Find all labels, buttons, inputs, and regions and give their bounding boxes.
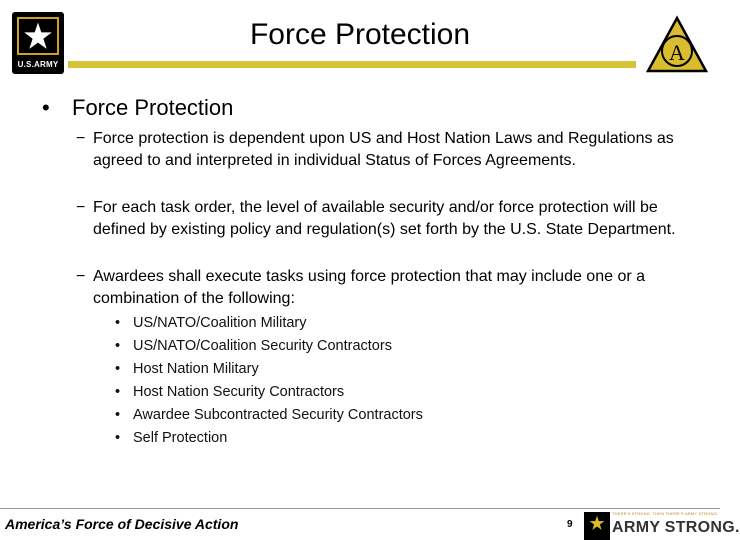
main-bullet: • Force Protection	[42, 95, 234, 120]
list-item: • Host Nation Security Contractors	[115, 384, 345, 400]
army-star-mini-icon	[584, 512, 610, 540]
army-strong-text: ARMY STRONG.	[612, 519, 740, 536]
army-strong-tagline: THERE'S STRONG. THEN THERE'S ARMY STRONG.	[612, 511, 719, 516]
asa-insignia-icon	[646, 16, 708, 74]
list-item: • Awardee Subcontracted Security Contractors	[115, 407, 423, 423]
army-strong-logo	[612, 511, 740, 540]
page-number: 9	[567, 519, 573, 530]
us-army-logo	[12, 12, 64, 74]
list-item: • US/NATO/Coalition Security Contractors	[115, 338, 392, 354]
army-logo-text: U.S.ARMY	[17, 60, 59, 69]
footer-motto: America’s Force of Decisive Action	[5, 516, 239, 532]
sub-item-text: Awardees shall execute tasks using force protection that may include one or a combination of the following:	[93, 268, 646, 307]
sub-item-text: For each task order, the level of available security and/or force protection will be defined by existing policy and regulation(s) set forth by the U.S. State Department.	[93, 199, 676, 238]
army-star-icon	[17, 17, 59, 55]
asa-logo-letter: A	[669, 40, 685, 65]
page-title: Force Protection	[249, 18, 471, 51]
sub-item: − For each task order, the level of available security and/or force protection will be defined by existing policy and regulation(s) set forth by the U.S. State Department.	[76, 197, 686, 241]
footer-divider	[0, 508, 720, 509]
sub-item: − Awardees shall execute tasks using force protection that may include one or a combination of the following:	[76, 266, 686, 310]
protection-options-list	[115, 312, 423, 450]
list-item: • Self Protection	[115, 430, 228, 446]
list-item: • Host Nation Military	[115, 361, 259, 377]
title-underline	[68, 61, 636, 68]
sub-item-text: Force protection is dependent upon US and Host Nation Laws and Regulations as agreed to and interpreted in individual Status of Forces Agreements.	[93, 130, 674, 169]
sub-item: − Force protection is dependent upon US and Host Nation Laws and Regulations as agreed to and interpreted in individual Status of Forces Agreements.	[76, 128, 686, 172]
list-item: • US/NATO/Coalition Military	[115, 315, 307, 331]
main-bullet-text: Force Protection	[72, 95, 234, 120]
